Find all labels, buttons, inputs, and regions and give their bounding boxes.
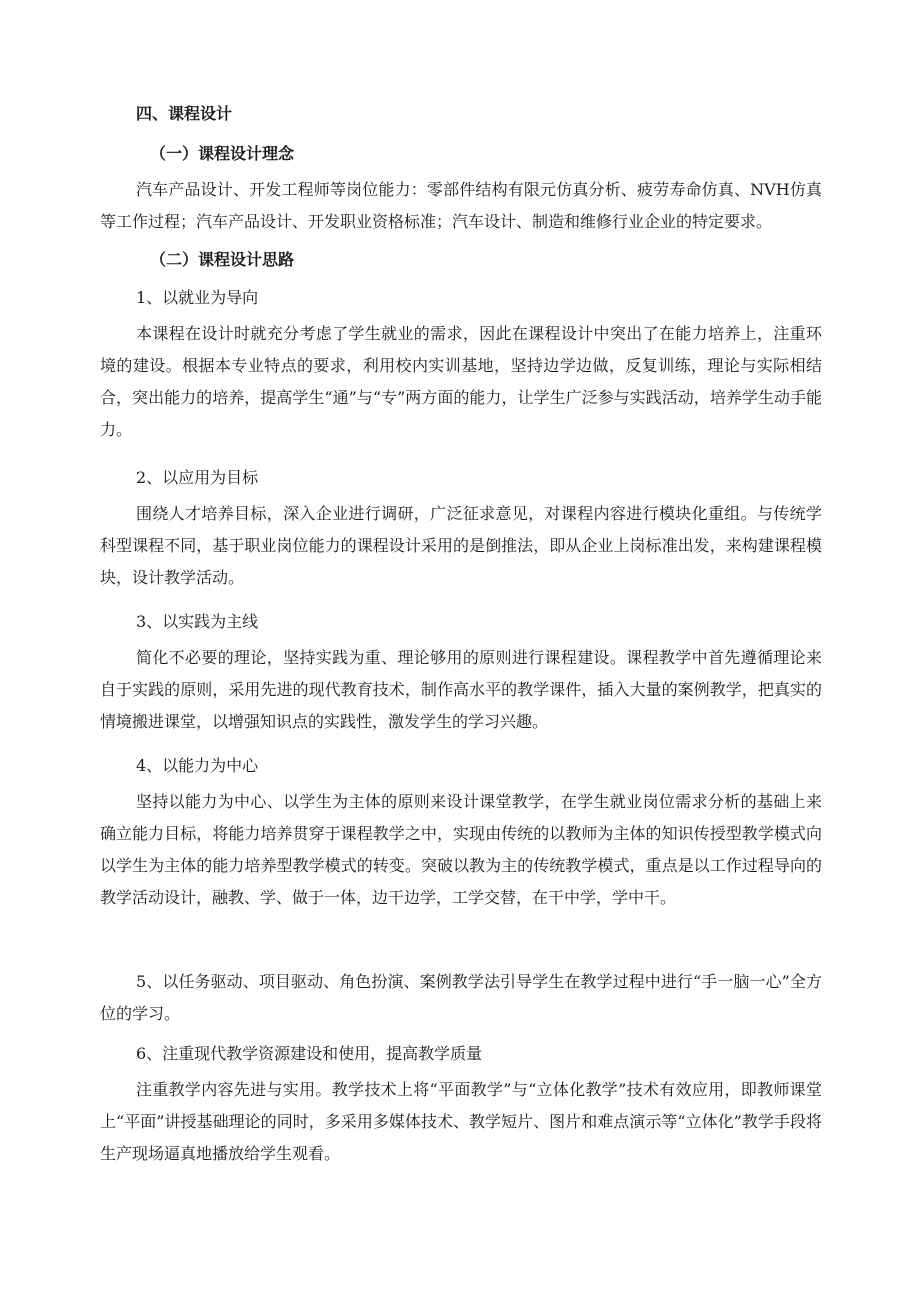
item-3-paragraph: 简化不必要的理论，坚持实践为重、理论够用的原则进行课程建设。课程教学中首先遵循理论来自于实践的原则，采用先进的现代教育技术，制作高水平的教学课件，插入大量的案例教学，把真实的情境搬进课堂，以增强知识点的实践性，激发学生的学习兴趣。 [100, 648, 822, 731]
section-title: 四、课程设计 [136, 104, 233, 123]
item-3-title: 3、以实践为主线 [136, 612, 259, 631]
item-1-title: 1、以就业为导向 [136, 288, 259, 307]
item-6-title: 6、注重现代教学资源建设和使用，提高教学质量 [136, 1044, 483, 1063]
item-4-paragraph: 坚持以能力为中心、以学生为主体的原则来设计课堂教学，在学生就业岗位需求分析的基础上来确立能力目标，将能力培养贯穿于课程教学之中，实现由传统的以教师为主体的知识传授型教学模式向以学生为主体的能力培养型教学模式的转变。突破以教为主的传统教学模式，重点是以工作过程导向的教学活动设计，融教、学、做于一体，边干边学，工学交替，在干中学，学中干。 [100, 792, 822, 907]
item-1-paragraph: 本课程在设计时就充分考虑了学生就业的需求，因此在课程设计中突出了在能力培养上，注重环境的建设。根据本专业特点的要求，利用校内实训基地，坚持边学边做，反复训练，理论与实际相结合，突出能力的培养，提高学生“通”与“专”两方面的能力，让学生广泛参与实践活动，培养学生动手能力。 [100, 324, 822, 439]
item-6-paragraph: 注重教学内容先进与实用。教学技术上将“平面教学”与“立体化教学”技术有效应用，即教师课堂上“平面”讲授基础理论的同时，多采用多媒体技术、教学短片、图片和难点演示等“立体化”教学手段将生产现场逼真地播放给学生观看。 [100, 1080, 822, 1163]
concept-heading: （一）课程设计理念 [150, 144, 295, 163]
item-4-title: 4、以能力为中心 [136, 756, 259, 775]
approach-heading: （二）课程设计思路 [150, 250, 295, 269]
item-5-paragraph: 5、以任务驱动、项目驱动、角色扮演、案例教学法引导学生在教学过程中进行“手一脑一心”全方位的学习。 [100, 972, 822, 1023]
item-2-paragraph: 围绕人才培养目标，深入企业进行调研，广泛征求意见，对课程内容进行模块化重组。与传统学科型课程不同，基于职业岗位能力的课程设计采用的是倒推法，即从企业上岗标准出发，来构建课程模块，设计教学活动。 [100, 504, 822, 587]
item-2-title: 2、以应用为目标 [136, 468, 259, 487]
concept-paragraph: 汽车产品设计、开发工程师等岗位能力：零部件结构有限元仿真分析、疲劳寿命仿真、NVH仿真等工作过程；汽车产品设计、开发职业资格标准；汽车设计、制造和维修行业企业的特定要求。 [100, 180, 822, 231]
